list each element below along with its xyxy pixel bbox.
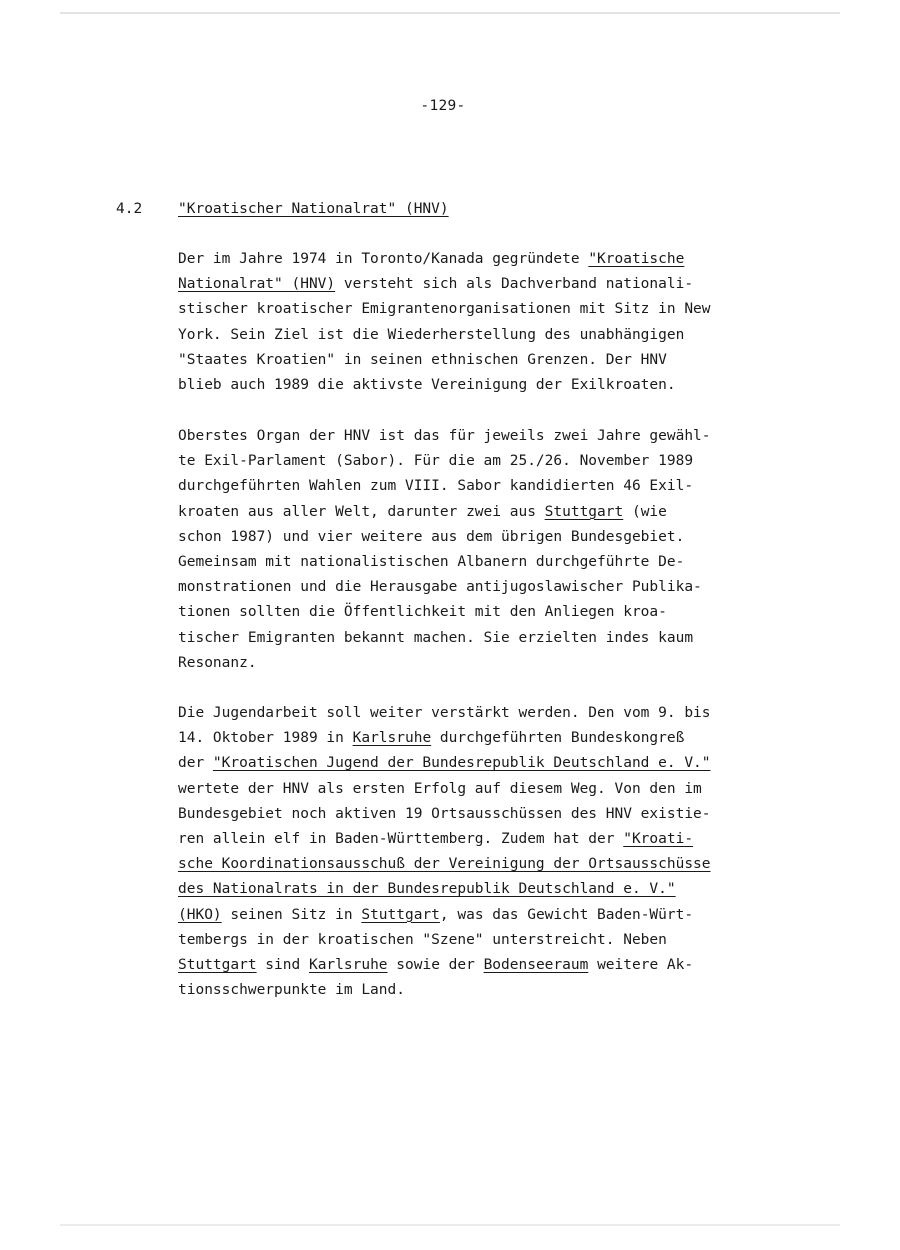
text-line [178, 651, 838, 676]
underlined-text: Stuttgart [544, 503, 624, 520]
text-line [178, 449, 838, 474]
text-segment: seinen Sitz in [221, 906, 362, 923]
text-segment: durchgeführten Bundeskongreß [431, 730, 685, 747]
text-line [178, 751, 838, 776]
text-line [178, 373, 838, 398]
text-line [178, 600, 838, 625]
text-segment: versteht sich als Dachverband nationali- [335, 276, 694, 293]
underlined-text: Karlsruhe [308, 956, 388, 973]
text-segment: tembergs in der kroatischen "Szene" unterstreicht. Neben [178, 931, 667, 948]
text-line [178, 626, 838, 651]
text-segment: ren allein elf in Baden-Württemberg. Zudem hat der [178, 830, 624, 847]
underlined-text: (HKO) [178, 906, 222, 923]
text-segment: (wie [623, 503, 667, 520]
text-segment: tionsschwerpunkte im Land. [178, 982, 405, 999]
text-segment: 14. Oktober 1989 in [178, 730, 353, 747]
text-segment: wertete der HNV als ersten Erfolg auf diesem Weg. Von den im [178, 780, 702, 797]
paragraph-exile-parliament [178, 424, 838, 676]
text-line [178, 978, 838, 1003]
text-segment: schon 1987) und vier weitere aus dem übrigen Bundesgebiet. [178, 528, 685, 545]
section-title: "Kroatischer Nationalrat" (HNV) [178, 201, 449, 217]
text-segment: tischer Emigranten bekannt machen. Sie erzielten indes kaum [178, 629, 694, 646]
text-segment: sind [256, 956, 309, 973]
text-line [178, 272, 838, 297]
text-line [178, 424, 838, 449]
text-line [178, 550, 838, 575]
text-line [178, 297, 838, 322]
underlined-text: Stuttgart [361, 906, 440, 923]
paragraph-youth-work [178, 701, 838, 1003]
scan-edge-top [60, 12, 840, 14]
underlined-text: "Kroatischen Jugend der Bundesrepublik Deutschland e. V." [212, 755, 711, 772]
text-line [178, 903, 838, 928]
underlined-text: Bodenseeraum [483, 956, 589, 973]
text-line [178, 953, 838, 978]
text-segment: Gemeinsam mit nationalistischen Albanern durchgeführte De- [178, 553, 685, 570]
text-segment: York. Sein Ziel ist die Wiederherstellung des unabhängigen [178, 326, 685, 343]
text-line [178, 500, 838, 525]
text-line [178, 575, 838, 600]
text-segment: durchgeführten Wahlen zum VIII. Sabor kandidierten 46 Exil- [178, 478, 694, 495]
underlined-text: des Nationalrats in der Bundesrepublik Deutschland e. V." [178, 881, 676, 898]
text-segment: Oberstes Organ der HNV ist das für jeweils zwei Jahre gewähl- [178, 428, 711, 444]
underlined-text: "Kroatische [588, 251, 685, 267]
section-number: 4.2 [116, 201, 143, 217]
text-line [178, 777, 838, 802]
text-segment: Bundesgebiet noch aktiven 19 Ortsausschüssen des HNV existie- [178, 805, 711, 822]
text-line [178, 827, 838, 852]
text-line [178, 247, 838, 272]
text-line [178, 525, 838, 550]
underlined-text: Nationalrat" (HNV) [178, 276, 336, 293]
text-segment: stischer kroatischer Emigrantenorganisationen mit Sitz in New [178, 301, 711, 318]
text-line [178, 323, 838, 348]
text-line [178, 852, 838, 877]
text-segment: tionen sollten die Öffentlichkeit mit den Anliegen kroa- [178, 604, 667, 621]
text-segment: Der im Jahre 1974 in Toronto/Kanada gegründete [178, 251, 589, 267]
scan-edge-bottom [60, 1224, 840, 1226]
paragraph-hnv-intro [178, 247, 838, 398]
text-segment: monstrationen und die Herausgabe antijugoslawischer Publika- [178, 579, 702, 596]
text-segment: sowie der [387, 956, 484, 973]
underlined-text: Karlsruhe [352, 730, 432, 747]
underlined-text: sche Koordinationsausschuß der Vereinigung der Ortsausschüsse [178, 856, 711, 873]
text-segment: kroaten aus aller Welt, darunter zwei aus [178, 503, 545, 520]
text-line [178, 726, 838, 751]
text-segment: , was das Gewicht Baden-Würt- [439, 906, 694, 923]
page-number: -129- [420, 98, 466, 114]
underlined-text: "Kroati- [623, 830, 694, 847]
text-segment: Resonanz. [178, 654, 257, 671]
text-segment: te Exil-Parlament (Sabor). Für die am 25./26. November 1989 [178, 453, 694, 470]
text-segment: der [178, 755, 213, 772]
text-segment: "Staates Kroatien" in seinen ethnischen Grenzen. Der HNV [178, 351, 667, 368]
text-segment: blieb auch 1989 die aktivste Vereinigung der Exilkroaten. [178, 376, 676, 393]
text-line [178, 701, 838, 726]
text-line [178, 802, 838, 827]
underlined-text: Stuttgart [178, 956, 257, 973]
text-line [178, 877, 838, 902]
text-line [178, 928, 838, 953]
text-line [178, 348, 838, 373]
text-segment: Die Jugendarbeit soll weiter verstärkt werden. Den vom 9. bis [178, 705, 711, 721]
text-line [178, 474, 838, 499]
text-segment: weitere Ak- [588, 956, 694, 973]
